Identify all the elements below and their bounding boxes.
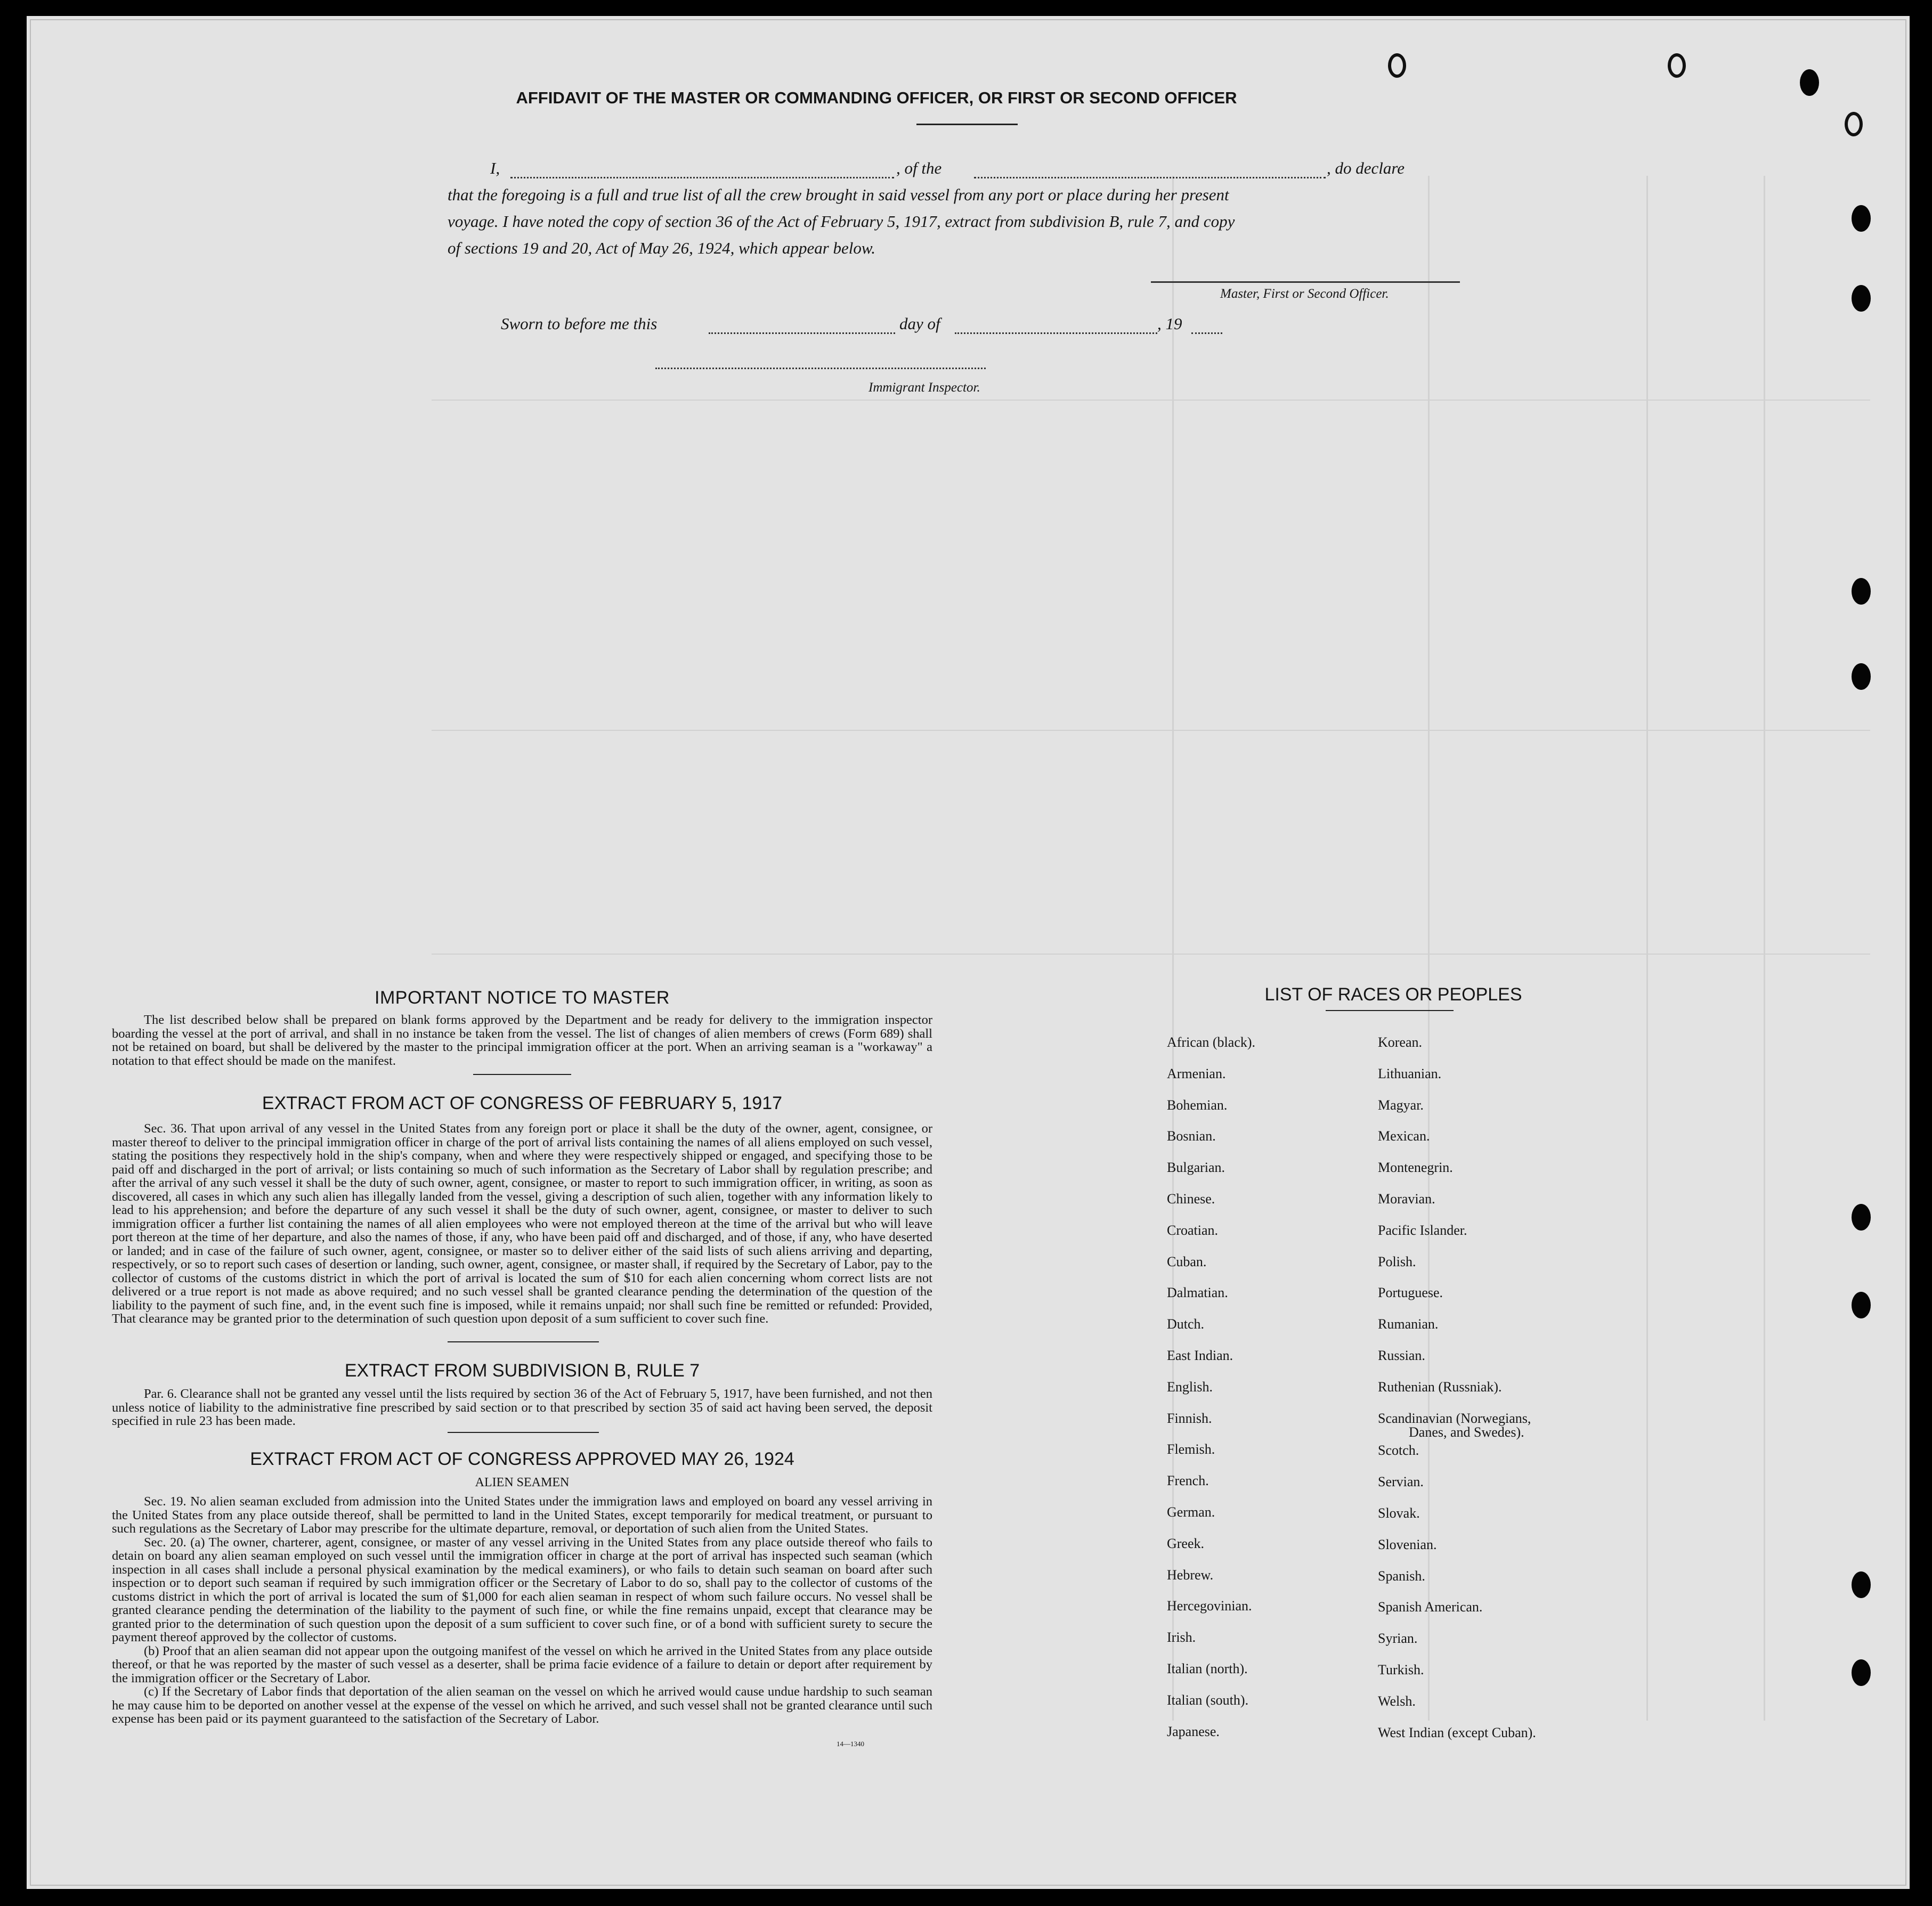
sworn-label: Sworn to before me this [501, 314, 657, 333]
year-prefix-label: , 19 [1157, 314, 1182, 333]
divider-3 [448, 1432, 599, 1433]
race-item: Hercegovinian. [1167, 1598, 1252, 1614]
race-item: Irish. [1167, 1630, 1196, 1646]
race-item: German. [1167, 1504, 1215, 1520]
race-item: African (black). [1167, 1035, 1256, 1050]
race-item: Slovak. [1378, 1505, 1420, 1521]
race-item: Spanish. [1378, 1568, 1425, 1584]
races-title: LIST OF RACES OR PEOPLES [1264, 984, 1522, 1005]
inspector-signature-label: Immigrant Inspector. [868, 380, 980, 395]
race-item: Rumanian. [1378, 1316, 1439, 1332]
sworn-year-blank[interactable] [1191, 332, 1222, 334]
of-the-label: , of the [896, 159, 942, 177]
divider-1 [473, 1074, 571, 1075]
race-item: Servian. [1378, 1474, 1424, 1490]
form-number: 14—1340 [837, 1740, 864, 1748]
race-item: Pacific Islander. [1378, 1222, 1467, 1238]
race-item: Japanese. [1167, 1723, 1220, 1739]
paragraph-6-text: Par. 6. Clearance shall not be granted any vessel until the lists required by section 36 of the Act of February 5, 1917, have been furnished, and not then unless notice of liability to the administrative fine prescribed by said section or to that prescribed by section 35 of said act having been served, the deposit specified in rule 23 has been made. [112, 1387, 932, 1428]
master-signature-line[interactable] [1151, 281, 1460, 283]
race-item: Lithuanian. [1378, 1065, 1442, 1081]
rule-7-title: EXTRACT FROM SUBDIVISION B, RULE 7 [344, 1361, 700, 1381]
affidavit-title: AFFIDAVIT OF THE MASTER OR COMMANDING OFFICER, OR FIRST OR SECOND OFFICER [516, 88, 1237, 107]
race-item: West Indian (except Cuban). [1378, 1724, 1536, 1740]
race-item: Hebrew. [1167, 1567, 1214, 1583]
race-item: English. [1167, 1379, 1213, 1395]
race-item: Italian (north). [1167, 1661, 1248, 1676]
extract-1924-title: EXTRACT FROM ACT OF CONGRESS APPROVED MAY 26, 1924 [250, 1449, 794, 1469]
race-item: Mexican. [1378, 1128, 1430, 1144]
section-20c-text: (c) If the Secretary of Labor finds that deportation of the alien seaman on the vessel on which he arrived would cause undue hardship to such seaman he may cause him to be deported on another vessel at the expense of the vessel on which he arrived, and such vessel shall not be granted clearance until such expense has been paid or its payment guaranteed to the satisfaction of the Secretary of Labor. [112, 1684, 932, 1726]
race-item: Croatian. [1167, 1222, 1219, 1238]
race-item: Flemish. [1167, 1441, 1215, 1457]
races-title-underline [1326, 1010, 1454, 1011]
section-19-text: Sec. 19. No alien seaman excluded from admission into the United States under the immigration laws and employed on board any vessel arriving in the United States from any place outside thereof, shall be permitted to land in the United States, except temporarily for medical treatment, or pursuant to such regulations as the Secretary of Labor may prescribe for the ultimate departure, removal, or deportation of such alien from the United States. [112, 1494, 932, 1536]
race-item: Finnish. [1167, 1410, 1212, 1426]
section-20a-text: Sec. 20. (a) The owner, charterer, agent, consignee, or master of any vessel arriving in the United States from any place outside thereof who fails to detain on board any alien seaman employed on such vessel until the immigration officer in charge at the port of arrival has inspected such seaman (which inspection in all cases shall include a personal physical examination by the medical examiners), or who fails to detain such seaman on board after such inspection or to deport such seaman if required by such immigration officer or the Secretary of Labor to do so, shall pay to the collector of customs of the customs district in which the port of arrival is located the sum of $1,000 for each alien seaman in respect of whom such failure occurs. No vessel shall be granted clearance pending the determination of the liability to the payment of such fine, or while the fine remains unpaid, except that clearance may be granted prior to the determination of such question upon the deposit of a sum sufficient to cover such fine, or of a bond with sufficient surety to secure the payment thereof approved by the collector of customs. [112, 1535, 932, 1644]
extract-1917-title: EXTRACT FROM ACT OF CONGRESS OF FEBRUARY 5, 1917 [262, 1093, 783, 1113]
race-item: Polish. [1378, 1253, 1416, 1269]
day-of-label: day of [899, 314, 940, 333]
race-item: Spanish American. [1378, 1599, 1483, 1615]
race-item: Scotch. [1378, 1443, 1419, 1459]
race-item: Ruthenian (Russniak). [1378, 1379, 1502, 1395]
race-item: Dalmatian. [1167, 1285, 1228, 1301]
affidavit-line-3: voyage. I have noted the copy of section 36 of the Act of February 5, 1917, extract from subdivision B, rule 7, and copy [448, 212, 1235, 231]
race-item: French. [1167, 1473, 1209, 1489]
race-item: Armenian. [1167, 1065, 1226, 1081]
divider-2 [448, 1341, 599, 1342]
notice-text: The list described below shall be prepared on blank forms approved by the Department and be ready for delivery to the immigration inspector boarding the vessel at the port of arrival, and shall in no instance be taken from the vessel. The list of changes of alien members of crews (Form 689) shall not be retained on board, but shall be delivered by the master to the principal immigration officer at the port. When an arriving seaman is a "workaway" a notation to that effect should be made on the manifest. [112, 1013, 932, 1068]
do-declare-label: , do declare [1327, 159, 1405, 177]
sworn-line [501, 314, 1353, 338]
race-item: Russian. [1378, 1348, 1425, 1363]
rule-7-body [112, 1387, 932, 1428]
race-item: Slovenian. [1378, 1536, 1437, 1552]
race-item: Greek. [1167, 1535, 1205, 1551]
race-item: Syrian. [1378, 1631, 1418, 1647]
master-signature-label: Master, First or Second Officer. [1220, 287, 1389, 301]
race-item: Chinese. [1167, 1191, 1215, 1207]
i-label: I, [490, 159, 500, 177]
notice-body [112, 1013, 932, 1068]
notice-title: IMPORTANT NOTICE TO MASTER [375, 988, 670, 1008]
alien-seamen-subtitle: ALIEN SEAMEN [475, 1476, 570, 1489]
extract-1917-body [112, 1122, 932, 1326]
inspector-signature-line[interactable] [655, 368, 986, 369]
race-item: Korean. [1378, 1035, 1423, 1050]
affidavit-line-2: that the foregoing is a full and true list of all the crew brought in said vessel from any port or place during her present [448, 185, 1229, 204]
extract-1924-body [112, 1495, 932, 1726]
race-item: Dutch. [1167, 1316, 1205, 1332]
race-item: Turkish. [1378, 1662, 1424, 1677]
affidavit-declaration-line [448, 159, 1513, 183]
race-item: Welsh. [1378, 1693, 1416, 1709]
race-item: Bohemian. [1167, 1097, 1228, 1113]
race-item: Portuguese. [1378, 1285, 1443, 1301]
race-item: Montenegrin. [1378, 1160, 1453, 1176]
document-page [27, 16, 1910, 1889]
race-item: Italian (south). [1167, 1692, 1249, 1708]
race-item: Scandinavian (Norwegians, [1378, 1410, 1531, 1426]
title-underline [916, 124, 1018, 125]
section-36-text: Sec. 36. That upon arrival of any vessel in the United States from any foreign port or place it shall be the duty of the owner, agent, consignee, or master thereof to deliver to the principal immigration officer in charge of the port of arrival lists containing the names of all aliens employed on such vessel, stating the positions they respectively hold in the ship's company, when and where they were respectively shipped or engaged, and specifying those to be paid off and discharged in the port of arrival; or lists containing so much of such information as the Secretary of Labor shall by regulation prescribe; and after the arrival of any such vessel it shall be the duty of such owner, agent, consignee, or master to report to such immigration officer, in writing, as soon as discovered, all cases in which any such alien has illegally landed from the vessel, giving a description of such alien, together with any information likely to lead to his apprehension; and before the departure of any such vessel it shall be the duty of such owner, agent, consignee, or master to deliver to such immigration officer a further list containing the names of all alien employees who were not employed thereon at the time of the arrival but who will leave port thereon at the time of her departure, and also the names of those, if any, who have been paid off and discharged, and of those, if any, who have deserted or landed; and in case of the failure of such owner, agent, consignee, or master so to deliver either of the said lists of such aliens arriving and departing, respectively, or so to report such cases of desertion or landing, such owner, agent, consignee, or master shall, if required by the Secretary of Labor, pay to the collector of customs of the customs district in which the port of arrival is located the sum of $10 for each alien concerning whom correct lists are not delivered or a true report is not made as above required; and no such vessel shall be granted clearance pending the determination of the question of the liability to the payment of such fine, and, in the event such fine is imposed, while it remains unpaid; nor shall such fine be remitted or refunded: Provided, That clearance may be granted prior to the determination of such question upon deposit of a sum sufficient to cover such fine. [112, 1121, 932, 1326]
race-item: East Indian. [1167, 1348, 1233, 1363]
section-20b-text: (b) Proof that an alien seaman did not appear upon the outgoing manifest of the vessel on which he arrived in the United States from any place outside thereof, or that he was reported by the master of such vessel as a deserter, shall be prima facie evidence of a failure to detain or deport after requirement by the immigration officer or the Secretary of Labor. [112, 1643, 932, 1685]
affidavit-line-4: of sections 19 and 20, Act of May 26, 1924, which appear below. [448, 239, 876, 257]
race-item: Danes, and Swedes). [1409, 1424, 1524, 1440]
race-item: Bulgarian. [1167, 1160, 1225, 1176]
race-item: Bosnian. [1167, 1128, 1216, 1144]
race-item: Cuban. [1167, 1253, 1207, 1269]
sworn-month-blank[interactable] [955, 332, 1157, 334]
sworn-day-blank[interactable] [709, 332, 895, 334]
name-blank[interactable] [510, 177, 894, 178]
race-item: Moravian. [1378, 1191, 1435, 1207]
race-item: Magyar. [1378, 1097, 1424, 1113]
vessel-blank[interactable] [974, 177, 1326, 178]
